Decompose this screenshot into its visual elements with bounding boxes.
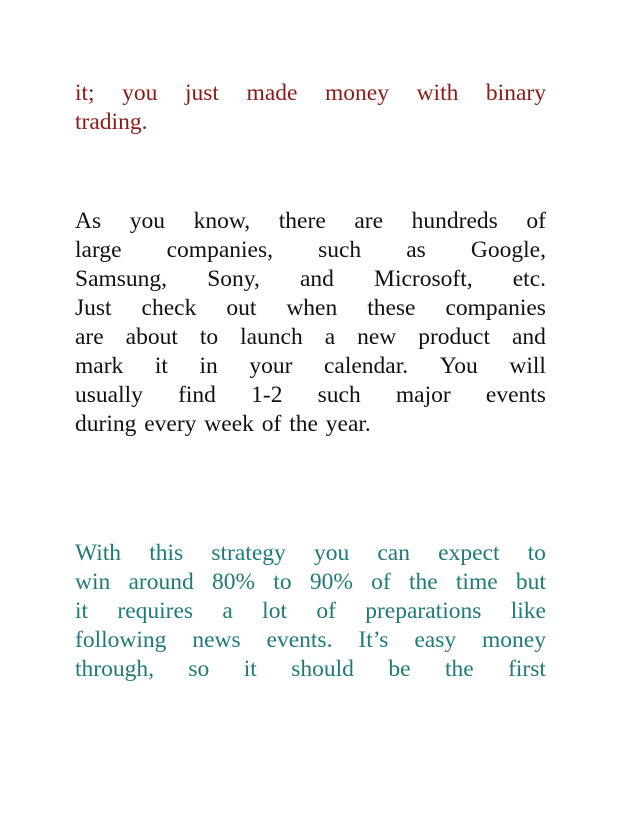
word: new: [357, 324, 397, 350]
word: news: [192, 627, 241, 653]
word: with: [416, 80, 459, 106]
text-line: [75, 323, 546, 352]
word: 1-2: [251, 382, 283, 408]
word: With: [75, 540, 122, 566]
word: launch: [240, 324, 303, 350]
word: can: [377, 540, 410, 566]
word: expect: [438, 540, 500, 566]
word: during every week of the year.: [75, 411, 371, 437]
word: are: [75, 324, 104, 350]
word: you: [313, 540, 350, 566]
word: your: [249, 353, 293, 379]
word: It’s: [358, 627, 389, 653]
word: such: [317, 382, 361, 408]
word: be: [388, 656, 411, 682]
word: this: [149, 540, 184, 566]
word: are: [354, 208, 384, 234]
word: events: [485, 382, 546, 408]
word: through,: [75, 656, 154, 682]
word: events.: [266, 627, 333, 653]
word: there: [278, 208, 326, 234]
word: preparations: [365, 598, 482, 624]
word: 90%: [309, 569, 353, 595]
text-line: [75, 539, 546, 568]
word: you: [122, 80, 158, 106]
word: around: [128, 569, 194, 595]
word: of: [526, 208, 546, 234]
word: check: [141, 295, 197, 321]
word: large: [75, 237, 122, 263]
word: made: [246, 80, 298, 106]
word: money: [482, 627, 546, 653]
text-line: [75, 626, 546, 655]
text-line: [75, 236, 546, 265]
word: it: [75, 598, 89, 624]
word: Just: [75, 295, 112, 321]
word: hundreds: [411, 208, 498, 234]
paragraph-1: [75, 79, 546, 137]
text-line: [75, 207, 546, 236]
word: a: [222, 598, 233, 624]
word: to: [527, 540, 546, 566]
word: as: [406, 237, 426, 263]
word: win: [75, 569, 111, 595]
word: companies,: [166, 237, 273, 263]
word: of: [371, 569, 391, 595]
text-line: [75, 568, 546, 597]
word: product: [418, 324, 491, 350]
word: the: [444, 656, 474, 682]
word: companies: [445, 295, 546, 321]
word: calendar.: [323, 353, 409, 379]
word: etc.: [512, 266, 546, 292]
word: Samsung,: [75, 266, 168, 292]
word: money: [325, 80, 389, 106]
word: so: [188, 656, 210, 682]
word: mark: [75, 353, 124, 379]
word: know,: [193, 208, 251, 234]
word: out: [226, 295, 257, 321]
word: of: [316, 598, 336, 624]
word: it;: [75, 80, 95, 106]
word: when: [286, 295, 338, 321]
text-line: [75, 108, 546, 137]
word: and: [512, 324, 546, 350]
word: Google,: [470, 237, 546, 263]
word: find: [178, 382, 216, 408]
word: these: [367, 295, 416, 321]
word: trading.: [75, 109, 148, 135]
word: will: [509, 353, 546, 379]
word: the: [408, 569, 438, 595]
word: first: [508, 656, 546, 682]
word: a: [324, 324, 336, 350]
word: binary: [485, 80, 546, 106]
word: you: [129, 208, 165, 234]
word: to: [273, 569, 292, 595]
word: it: [243, 656, 257, 682]
text-line: [75, 597, 546, 626]
word: but: [515, 569, 546, 595]
word: You: [439, 353, 478, 379]
word: following: [75, 627, 167, 653]
word: and: [299, 266, 334, 292]
word: As: [75, 208, 102, 234]
text-line: [75, 410, 546, 439]
word: just: [185, 80, 219, 106]
word: like: [510, 598, 546, 624]
word: Sony,: [207, 266, 260, 292]
paragraph-3: [75, 539, 546, 684]
paragraph-2: [75, 207, 546, 439]
word: 80%: [211, 569, 256, 595]
text-line: [75, 352, 546, 381]
word: should: [291, 656, 354, 682]
word: time: [455, 569, 498, 595]
word: such: [318, 237, 362, 263]
word: usually: [75, 382, 143, 408]
text-line: [75, 294, 546, 323]
text-line: [75, 265, 546, 294]
word: about: [125, 324, 178, 350]
word: to: [199, 324, 219, 350]
word: easy: [414, 627, 457, 653]
word: it: [154, 353, 168, 379]
word: in: [199, 353, 218, 379]
word: major: [395, 382, 451, 408]
word: Microsoft,: [374, 266, 473, 292]
word: lot: [262, 598, 287, 624]
word: strategy: [211, 540, 286, 566]
text-line: [75, 655, 546, 684]
text-line: [75, 381, 546, 410]
word: requires: [117, 598, 194, 624]
text-line: [75, 79, 546, 108]
